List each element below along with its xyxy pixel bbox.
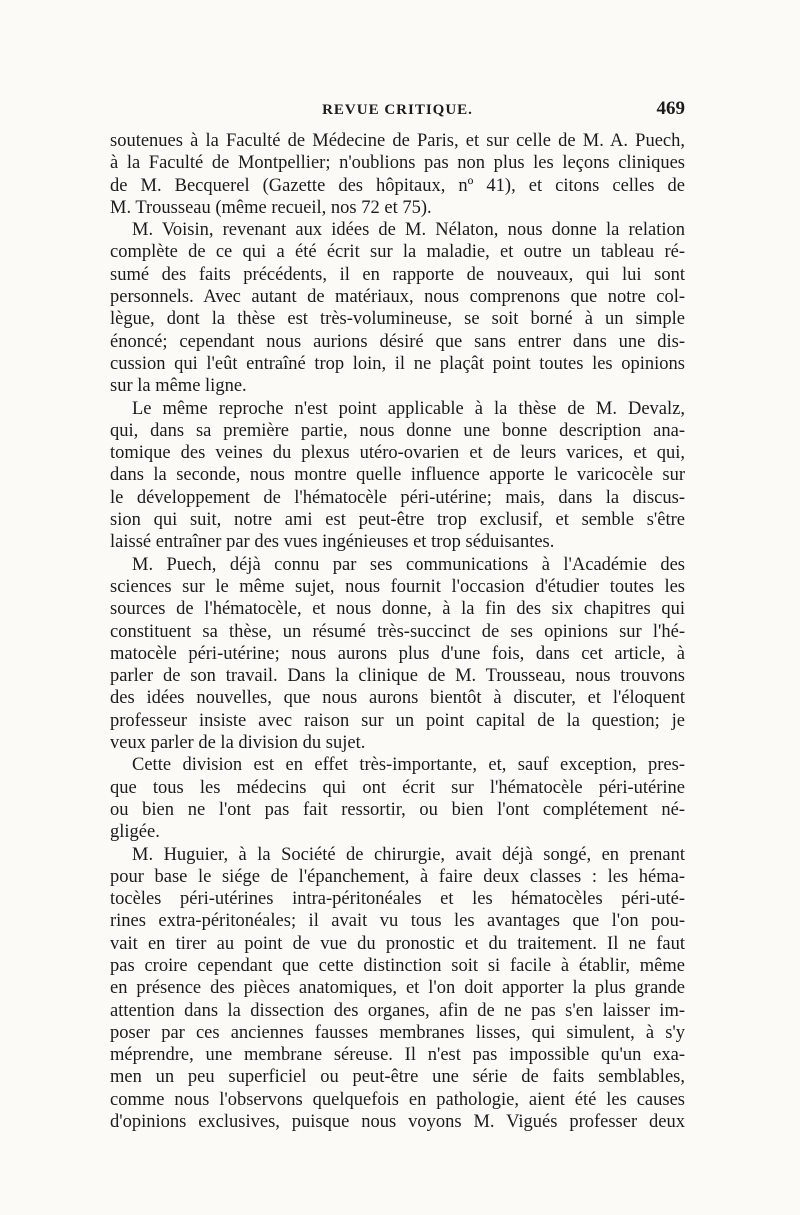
text-line: men un peu superficiel ou peut-être une série de faits semblables, — [110, 1067, 685, 1088]
text-line: M. Trousseau (même recueil, nos 72 et 75). — [110, 197, 432, 218]
text-line: M. Puech, déjà connu par ses communications à l'Académie des — [132, 554, 685, 575]
running-title: REVUE CRITIQUE. — [322, 102, 473, 118]
text-line: sciences sur le même sujet, nous fournit l'occasion d'étudier toutes les — [110, 576, 685, 597]
text-line: le développement de l'hématocèle péri-utérine; mais, dans la discus- — [110, 487, 685, 508]
text-line: cussion qui l'eût entraîné trop loin, il ne plaçât point toutes les opinions — [110, 353, 685, 374]
text-line: attention dans la dissection des organes, afin de ne pas s'en laisser im- — [110, 1000, 685, 1021]
text-line: sources de l'hématocèle, et nous donne, à la fin des six chapitres qui — [110, 599, 685, 620]
text-line: pas croire cependant que cette distinction soit si facile à établir, même — [110, 955, 685, 976]
text-line: veux parler de la division du sujet. — [110, 733, 366, 754]
text-line: sumé des faits précédents, il en rapporte de nouveaux, qui lui sont — [110, 264, 685, 285]
text-line: laissé entraîner par des vues ingénieuses et trop séduisantes. — [110, 532, 555, 553]
text-line: pour base le siége de l'épanchement, à faire deux classes : les héma- — [110, 866, 685, 887]
text-line: vait en tirer au point de vue du pronostic et du traitement. Il ne faut — [110, 933, 685, 954]
text-line: sur la même ligne. — [110, 376, 247, 397]
text-line: personnels. Avec autant de matériaux, nous comprenons que notre col- — [110, 287, 685, 308]
text-line: soutenues à la Faculté de Médecine de Paris, et sur celle de M. A. Puech, — [110, 131, 685, 151]
text-line: poser par ces anciennes fausses membranes lisses, qui simulent, à s'y — [110, 1022, 685, 1043]
text-line: énoncé; cependant nous aurions désiré que sans entrer dans une dis- — [110, 331, 685, 352]
page-number: 469 — [656, 98, 685, 119]
text-line: méprendre, une membrane séreuse. Il n'est pas impossible qu'un exa- — [110, 1045, 685, 1066]
text-line: à la Faculté de Montpellier; n'oublions pas non plus les leçons cliniques — [110, 153, 685, 174]
text-line: dans la seconde, nous montre quelle influence apporte le varicocèle sur — [110, 465, 685, 486]
text-line: en présence des pièces anatomiques, et l'on doit apporter la plus grande — [110, 978, 685, 999]
text-line: gligée. — [110, 822, 160, 843]
text-line: tocèles péri-utérines intra-péritonéales et les hématocèles péri-uté- — [110, 889, 685, 910]
text-line: rines extra-péritonéales; il avait vu tous les avantages que l'on pou- — [110, 911, 685, 932]
body-text — [110, 130, 685, 1133]
text-line: Le même reproche n'est point applicable à la thèse de M. Devalz, — [132, 398, 685, 419]
text-line: matocèle péri-utérine; nous aurons plus d'une fois, dans cet article, à — [110, 643, 685, 664]
text-line: constituent sa thèse, un résumé très-succinct de ses opinions sur l'hé- — [110, 621, 685, 642]
text-line: ou bien ne l'ont pas fait ressortir, ou bien l'ont complétement né- — [110, 799, 685, 820]
text-line: qui, dans sa première partie, nous donne une bonne description ana- — [110, 420, 685, 441]
text-line: comme nous l'observons quelquefois en pathologie, aient été les causes — [110, 1089, 685, 1110]
text-line: de M. Becquerel (Gazette des hôpitaux, nº 41), et citons celles de — [110, 175, 685, 196]
text-line: Cette division est en effet très-importante, et, sauf exception, pres- — [132, 755, 685, 776]
text-line: M. Voisin, revenant aux idées de M. Nélaton, nous donne la relation — [132, 220, 685, 241]
text-line: d'opinions exclusives, puisque nous voyons M. Vigués professer deux — [110, 1112, 685, 1133]
text-line: sion qui suit, notre ami est peut-être trop exclusif, et semble s'être — [110, 510, 685, 531]
text-line: professeur insiste avec raison sur un point capital de la question; je — [110, 710, 685, 731]
text-line: parler de son travail. Dans la clinique de M. Trousseau, nous trouvons — [110, 666, 685, 687]
text-line: des idées nouvelles, que nous aurons bientôt à discuter, et l'éloquent — [110, 688, 685, 709]
text-line: lègue, dont la thèse est très-volumineuse, se soit borné à un simple — [110, 309, 685, 330]
text-line: complète de ce qui a été écrit sur la maladie, et outre un tableau ré- — [110, 242, 685, 263]
text-line: que tous les médecins qui ont écrit sur l'hématocèle péri-utérine — [110, 777, 685, 798]
page-header — [110, 98, 685, 126]
text-line: M. Huguier, à la Société de chirurgie, avait déjà songé, en prenant — [132, 844, 685, 865]
text-line: tomique des veines du plexus utéro-ovarien et de leurs varices, et qui, — [110, 443, 685, 464]
